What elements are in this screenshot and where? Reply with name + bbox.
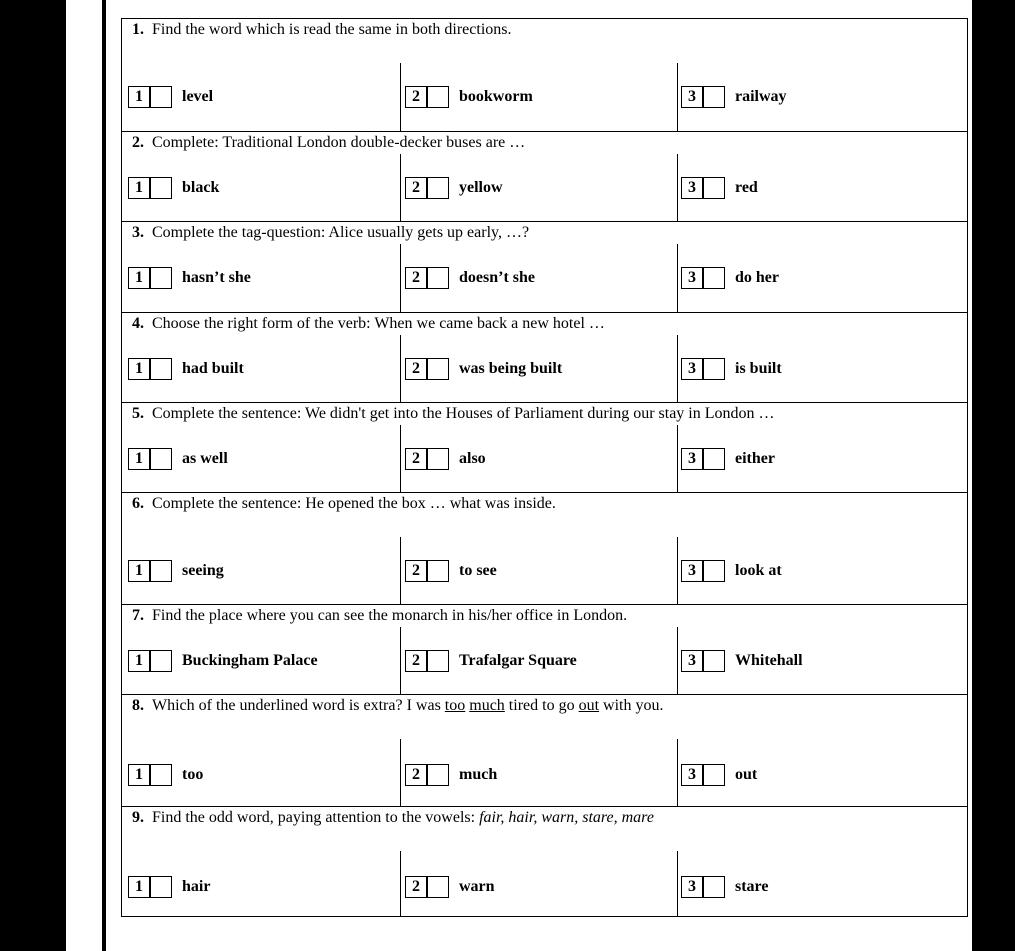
option-number: 1 — [128, 358, 150, 380]
question-3 — [122, 221, 967, 312]
option-number: 1 — [128, 764, 150, 786]
option-label: out — [735, 766, 758, 783]
option-number: 1 — [128, 86, 150, 108]
answer-checkbox[interactable] — [703, 86, 725, 108]
option-label: Buckingham Palace — [182, 652, 318, 669]
option-label: is built — [735, 360, 782, 377]
answer-checkbox[interactable] — [150, 86, 172, 108]
quiz-table — [121, 18, 968, 917]
underlined-word: out — [578, 697, 600, 714]
answer-checkbox[interactable] — [703, 177, 725, 199]
option-number: 2 — [405, 358, 427, 380]
underlined-word: much — [469, 697, 505, 714]
option-label: look at — [735, 562, 782, 579]
option-number: 2 — [405, 448, 427, 470]
question-text: 2. Complete: Traditional London double-decker buses are … — [132, 134, 526, 151]
question-text: 8. Which of the underlined word is extra? I was too much tired to go out with you. — [132, 697, 664, 714]
answer-checkbox[interactable] — [427, 764, 449, 786]
option-number: 2 — [405, 560, 427, 582]
option-number: 3 — [681, 358, 703, 380]
answer-checkbox[interactable] — [427, 876, 449, 898]
question-text: 3. Complete the tag-question: Alice usually gets up early, …? — [132, 224, 530, 241]
answer-checkbox[interactable] — [703, 876, 725, 898]
option-number: 3 — [681, 876, 703, 898]
option-number: 2 — [405, 876, 427, 898]
option-label: level — [182, 88, 214, 105]
answer-checkbox[interactable] — [703, 650, 725, 672]
option-number: 3 — [681, 448, 703, 470]
option-label: hair — [182, 878, 211, 895]
option-label: hasn’t she — [182, 269, 251, 286]
answer-checkbox[interactable] — [427, 267, 449, 289]
option-label: doesn’t she — [459, 269, 536, 286]
option-number: 1 — [128, 650, 150, 672]
option-number: 3 — [681, 267, 703, 289]
answer-checkbox[interactable] — [427, 358, 449, 380]
left-border-line — [102, 0, 106, 951]
option-label: railway — [735, 88, 787, 105]
option-number: 1 — [128, 267, 150, 289]
answer-checkbox[interactable] — [150, 358, 172, 380]
option-label: much — [459, 766, 498, 783]
answer-checkbox[interactable] — [427, 560, 449, 582]
option-label: black — [182, 179, 220, 196]
option-label: as well — [182, 450, 228, 467]
option-label: also — [459, 450, 486, 467]
answer-checkbox[interactable] — [150, 876, 172, 898]
question-text: 4. Choose the right form of the verb: When we came back a new hotel … — [132, 315, 605, 332]
option-label: seeing — [182, 562, 224, 579]
option-number: 2 — [405, 267, 427, 289]
option-number: 3 — [681, 764, 703, 786]
question-text: 5. Complete the sentence: We didn't get into the Houses of Parliament during our stay in London … — [132, 405, 775, 422]
option-number: 1 — [128, 177, 150, 199]
option-number: 3 — [681, 650, 703, 672]
answer-checkbox[interactable] — [150, 764, 172, 786]
right-border-line — [972, 0, 976, 951]
answer-checkbox[interactable] — [150, 177, 172, 199]
option-number: 2 — [405, 764, 427, 786]
question-text: 9. Find the odd word, paying attention to the vowels: fair, hair, warn, stare, mare — [132, 809, 654, 826]
question-2 — [122, 131, 967, 221]
answer-checkbox[interactable] — [150, 650, 172, 672]
question-text: 7. Find the place where you can see the monarch in his/her office in London. — [132, 607, 628, 624]
answer-checkbox[interactable] — [150, 560, 172, 582]
answer-checkbox[interactable] — [150, 267, 172, 289]
underlined-word: too — [444, 697, 466, 714]
question-6 — [122, 492, 967, 604]
option-label: was being built — [459, 360, 563, 377]
option-label: yellow — [459, 179, 503, 196]
option-label: either — [735, 450, 775, 467]
option-number: 1 — [128, 560, 150, 582]
question-5 — [122, 402, 967, 492]
option-label: do her — [735, 269, 779, 286]
answer-checkbox[interactable] — [703, 764, 725, 786]
option-number: 3 — [681, 86, 703, 108]
option-number: 2 — [405, 177, 427, 199]
option-number: 1 — [128, 448, 150, 470]
answer-checkbox[interactable] — [427, 448, 449, 470]
answer-checkbox[interactable] — [150, 448, 172, 470]
option-number: 3 — [681, 560, 703, 582]
answer-checkbox[interactable] — [427, 177, 449, 199]
option-label: to see — [459, 562, 497, 579]
option-label: bookworm — [459, 88, 533, 105]
question-1 — [122, 19, 967, 131]
option-label: red — [735, 179, 758, 196]
option-number: 1 — [128, 876, 150, 898]
answer-checkbox[interactable] — [427, 86, 449, 108]
answer-checkbox[interactable] — [703, 560, 725, 582]
option-label: too — [182, 766, 204, 783]
option-label: had built — [182, 360, 244, 377]
answer-checkbox[interactable] — [703, 358, 725, 380]
question-text: 6. Complete the sentence: He opened the box … what was inside. — [132, 495, 556, 512]
answer-checkbox[interactable] — [703, 448, 725, 470]
question-4 — [122, 312, 967, 402]
question-text: 1. Find the word which is read the same in both directions. — [132, 21, 512, 38]
question-9 — [122, 806, 967, 916]
question-7 — [122, 604, 967, 694]
question-8 — [122, 694, 967, 806]
option-label: warn — [459, 878, 495, 895]
option-label: Whitehall — [735, 652, 803, 669]
option-label: Trafalgar Square — [459, 652, 577, 669]
option-number: 3 — [681, 177, 703, 199]
option-label: stare — [735, 878, 769, 895]
answer-checkbox[interactable] — [427, 650, 449, 672]
answer-checkbox[interactable] — [703, 267, 725, 289]
option-number: 2 — [405, 86, 427, 108]
option-number: 2 — [405, 650, 427, 672]
